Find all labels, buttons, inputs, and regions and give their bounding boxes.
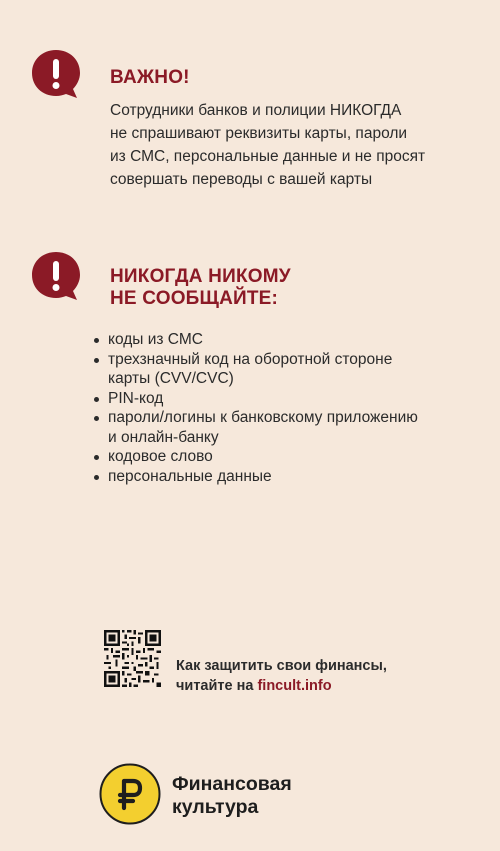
list-item-text: пароли/логины к банковскому приложению (108, 409, 418, 426)
exclamation-speech-bubble-icon (30, 250, 82, 302)
list-item-text: коды из СМС (108, 331, 203, 348)
list-item (88, 467, 418, 487)
important-text-line: не спрашивают реквизиты карты, пароли (110, 125, 408, 142)
list-item-text: персональные данные (108, 467, 272, 485)
important-text-line: совершать переводы с вашей карты (110, 171, 373, 188)
brand-name-line: культура (172, 796, 259, 818)
list-item (88, 447, 418, 467)
important-heading: ВАЖНО! (110, 67, 190, 88)
fincult-link[interactable]: fincult.info (257, 678, 332, 694)
list-item-text: PIN-код (108, 389, 164, 407)
qr-caption-line: Как защитить свои финансы, (176, 658, 387, 674)
important-text (110, 99, 425, 191)
never-tell-list (88, 330, 418, 486)
important-text-line: Сотрудники банков и полиции НИКОГДА (110, 102, 402, 119)
qr-caption-line (176, 676, 387, 696)
list-item-text: кодовое слово (108, 448, 213, 465)
brand-name-line: Финансовая (172, 773, 292, 795)
list-item-text: трехзначный код на оборотной стороне (108, 350, 393, 368)
qr-caption (176, 656, 387, 696)
never-tell-heading (110, 266, 291, 310)
list-item (88, 330, 418, 350)
list-item-text: и онлайн-банку (108, 428, 219, 446)
list-item (88, 350, 418, 389)
list-item-text: карты (CVV/CVC) (108, 370, 234, 387)
qr-code[interactable] (104, 630, 161, 687)
never-tell-heading-line: НЕ СООБЩАЙТЕ: (110, 288, 279, 309)
never-tell-heading-line: НИКОГДА НИКОМУ (110, 266, 291, 287)
exclamation-speech-bubble-icon (30, 48, 82, 100)
qr-caption-prefix: читайте на (176, 678, 258, 694)
important-text-line: из СМС, персональные данные и не просят (110, 148, 426, 165)
list-item (88, 389, 418, 409)
list-item (88, 408, 418, 447)
brand-name (172, 773, 292, 819)
ruble-sign-icon (99, 763, 161, 825)
